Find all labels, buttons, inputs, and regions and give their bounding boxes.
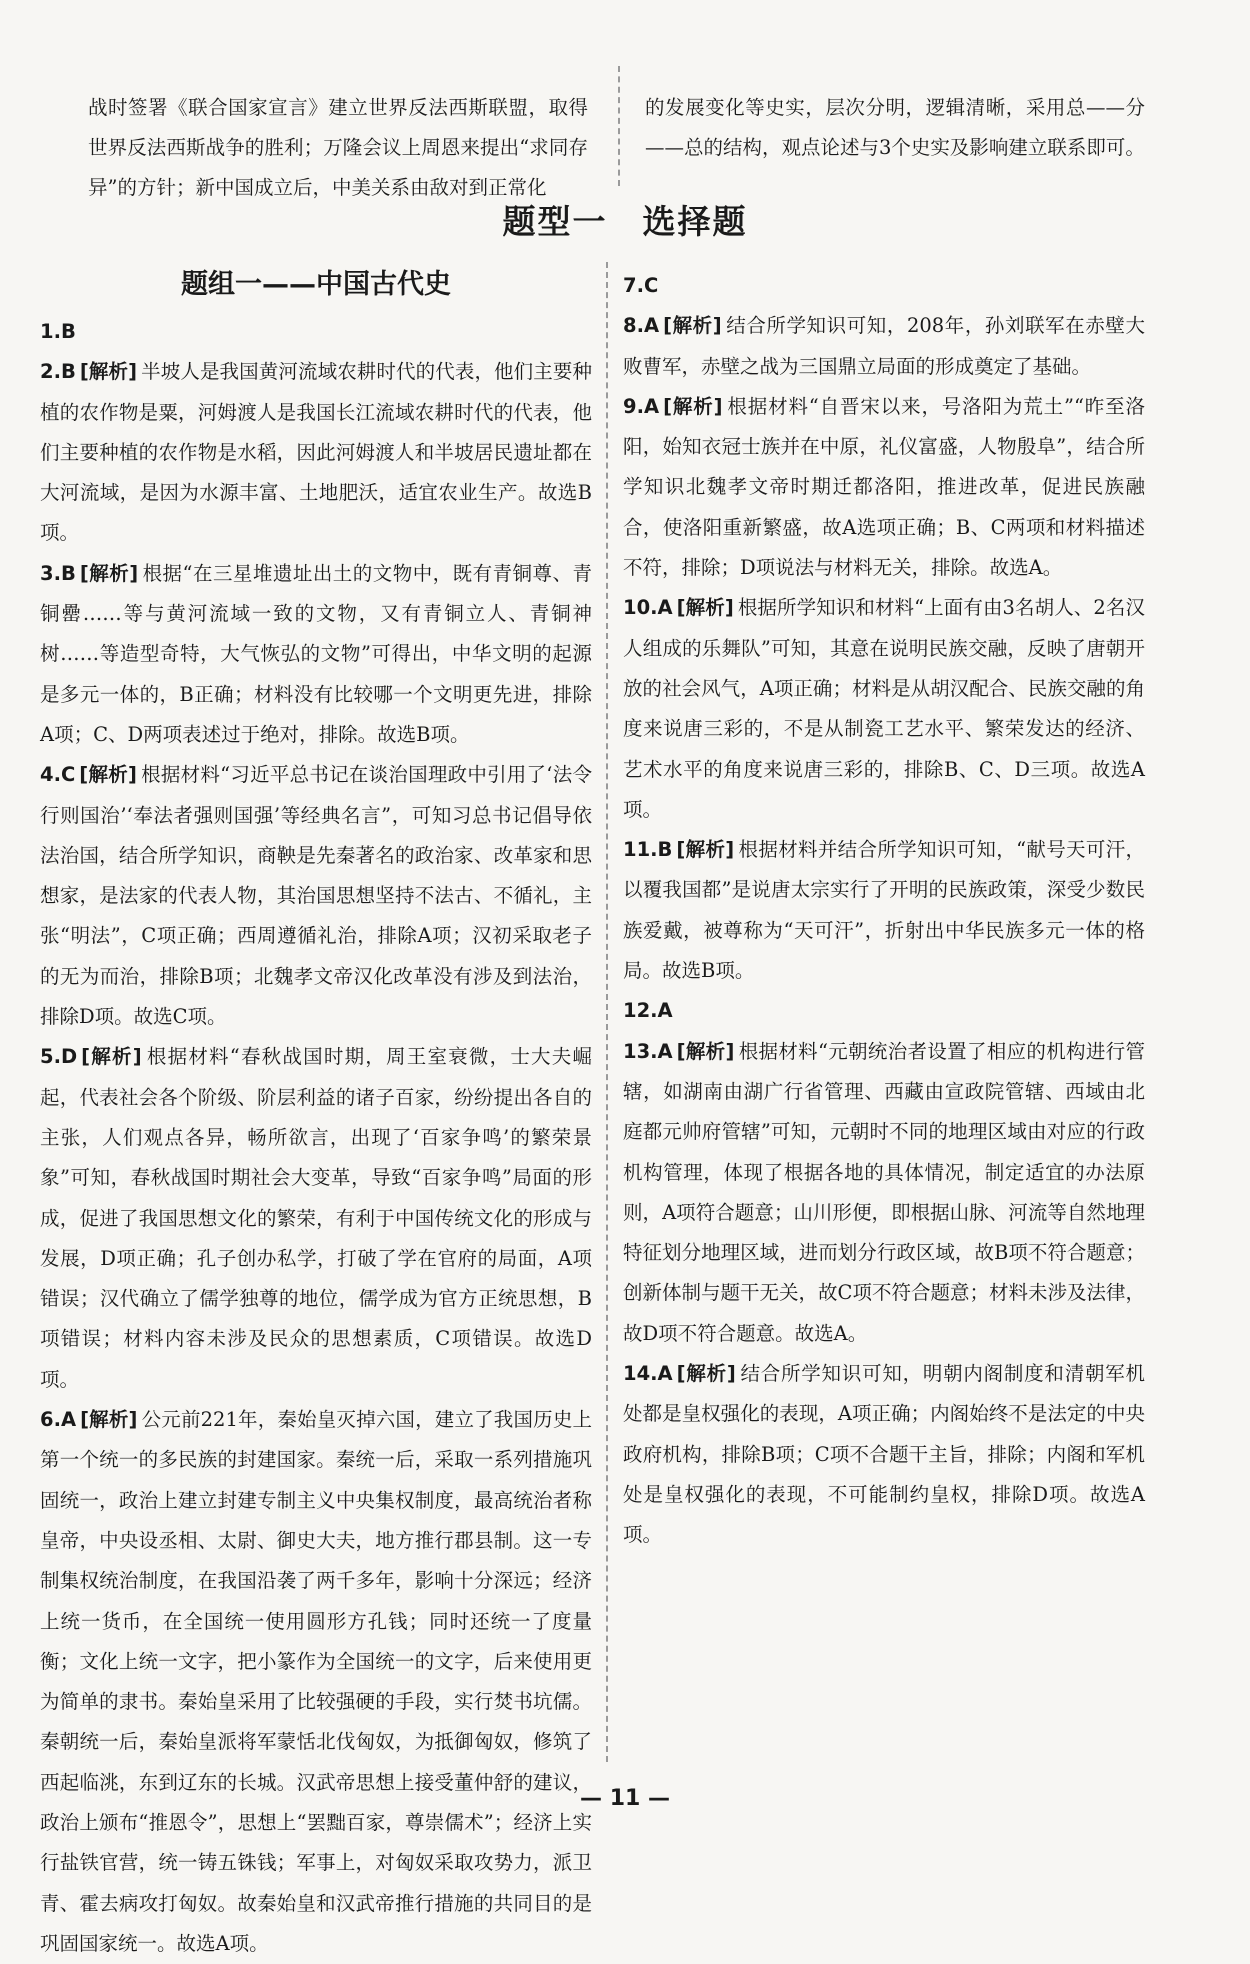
answer-item: 9.A [解析] 根据材料“自晋宋以来，号洛阳为荒土”“昨至洛阳，始知衣冠士族并在中原，礼仪富盛，人物殷阜”，结合所学知识北魏孝文帝时期迁都洛阳，推进改革，促进民族融合，使洛阳重新繁盛，故A选项正确；B、C两项和材料描述不符，排除；D项说法与材料无关，排除。故选A。: [623, 394, 1145, 580]
top-right-continuation: 的发展变化等史实，层次分明，逻辑清晰，采用总——分——总的结构，观点论述与3个史实及影响建立联系即可。: [645, 95, 1145, 159]
answer-item: 13.A [解析] 根据材料“元朝统治者设置了相应的机构进行管辖，如湖南由湖广行省管理、西藏由宣政院管辖、西域由北庭都元帅府管辖”可知，元朝时不同的地理区域由对应的行政机构管理，体现了根据各地的具体情况，制定适宜的办法原则，A项符合题意；山川形便，即根据山脉、河流等自然地理特征划分地理区域，进而划分行政区域，故B项不符合题意；创新体制与题干无关，故C项不符合题意；材料未涉及法律，故D项不符合题意。故选A。: [623, 1039, 1145, 1345]
column-divider-top: [618, 66, 620, 186]
answer-item: 7.C: [623, 274, 659, 297]
answer-item: 2.B [解析] 半坡人是我国黄河流域农耕时代的代表，他们主要种植的农作物是粟，河姆渡人是我国长江流域农耕时代的代表，他们主要种植的农作物是水稻，因此河姆渡人和半坡居民遗址都在大河流域，是因为水源丰富、土地肥沃，适宜农业生产。故选B项。: [40, 360, 592, 545]
answer-item: 11.B [解析] 根据材料并结合所学知识可知，“献号天可汗，以覆我国都”是说唐太宗实行了开明的民族政策，深受少数民族爱戴，被尊称为“天可汗”，折射出中华民族多元一体的格局。故选B项。: [623, 838, 1145, 983]
section-title: 题型一 选择题: [502, 202, 748, 241]
answer-item: 3.B [解析] 根据“在三星堆遗址出土的文物中，既有青铜尊、青铜罍……等与黄河流域一致的文物，又有青铜立人、青铜神树……等造型奇特，大气恢弘的文物”可得出，中华文明的起源是多元一体的，B正确；材料没有比较哪一个文明更先进，排除A项；C、D两项表述过于绝对，排除。故选B项。: [40, 561, 592, 746]
answer-item: 6.A [解析] 公元前221年，秦始皇灭掉六国，建立了我国历史上第一个统一的多民族的封建国家。秦统一后，采取一系列措施巩固统一，政治上建立封建专制主义中央集权制度，最高统治者称皇帝，中央设丞相、太尉、御史大夫，地方推行郡县制。这一专制集权统治制度，在我国沿袭了两千多年，影响十分深远；经济上统一货币，在全国统一使用圆形方孔钱；同时还统一了度量衡；文化上统一文字，把小篆作为全国统一的文字，后来使用更为简单的隶书。秦始皇采用了比较强硬的手段，实行焚书坑儒。秦朝统一后，秦始皇派将军蒙恬北伐匈奴，为抵御匈奴，修筑了西起临洮，东到辽东的长城。汉武帝思想上接受董仲舒的建议，政治上颁布“推恩令”，思想上“罢黜百家，尊崇儒术”；经济上实行盐铁官营，统一铸五铢钱；军事上，对匈奴采取攻势力，派卫青、霍去病攻打匈奴。故秦始皇和汉武帝推行措施的共同目的是巩固国家统一。故选A项。: [40, 1408, 592, 1955]
page-number: — 11 —: [580, 1786, 670, 1811]
column-divider: [606, 262, 608, 1762]
answer-item: 1.B: [40, 320, 76, 343]
answer-item: 14.A [解析] 结合所学知识可知，明朝内阁制度和清朝军机处都是皇权强化的表现，A项正确；内阁始终不是法定的中央政府机构，排除B项；C项不合题干主旨，排除；内阁和军机处是皇权强化的表现，不可能制约皇权，排除D项。故选A项。: [623, 1362, 1145, 1547]
right-column: [623, 266, 1145, 1556]
answer-item: 5.D [解析] 根据材料“春秋战国时期，周王室衰微，士大夫崛起，代表社会各个阶级、阶层利益的诸子百家，纷纷提出各自的主张，人们观点各异，畅所欲言，出现了‘百家争鸣’的繁荣景象”可知，春秋战国时期社会大变革，导致“百家争鸣”局面的形成，促进了我国思想文化的繁荣，有利于中国传统文化的形成与发展，D项正确；孔子创办私学，打破了学在官府的局面，A项错误；汉代确立了儒学独尊的地位，儒学成为官方正统思想，B项错误；材料内容未涉及民众的思想素质，C项错误。故选D项。: [40, 1045, 592, 1391]
left-column: [40, 312, 592, 1964]
top-left-continuation: 战时签署《联合国家宣言》建立世界反法西斯联盟，取得世界反法西斯战争的胜利；万隆会议上周恩来提出“求同存异”的方针；新中国成立后，中美关系由敌对到正常化: [88, 95, 588, 200]
answer-item: 10.A [解析] 根据所学知识和材料“上面有由3名胡人、2名汉人组成的乐舞队”可知，其意在说明民族交融，反映了唐朝开放的社会风气，A项正确；材料是从胡汉配合、民族交融的角度来说唐三彩的，不是从制瓷工艺水平、繁荣发达的经济、艺术水平的角度来说唐三彩的，排除B、C、D三项。故选A项。: [623, 596, 1145, 821]
answer-item: 12.A: [623, 999, 673, 1023]
answer-item: 4.C [解析] 根据材料“习近平总书记在谈治国理政中引用了‘法令行则国治’‘奉法者强则国强’等经典名言”，可知习总书记倡导依法治国，结合所学知识，商鞅是先秦著名的政治家、改革家和思想家，是法家的代表人物，其治国思想坚持不法古、不循礼，主张“明法”，C项正确；西周遵循礼治，排除A项；汉初采取老子的无为而治，排除B项；北魏孝文帝汉化改革没有涉及到法治，排除D项。故选C项。: [40, 763, 593, 1029]
group-title: 题组一——中国古代史: [181, 269, 451, 300]
answer-item: 8.A [解析] 结合所学知识可知，208年，孙刘联军在赤壁大败曹军，赤壁之战为三国鼎立局面的形成奠定了基础。: [623, 314, 1145, 378]
